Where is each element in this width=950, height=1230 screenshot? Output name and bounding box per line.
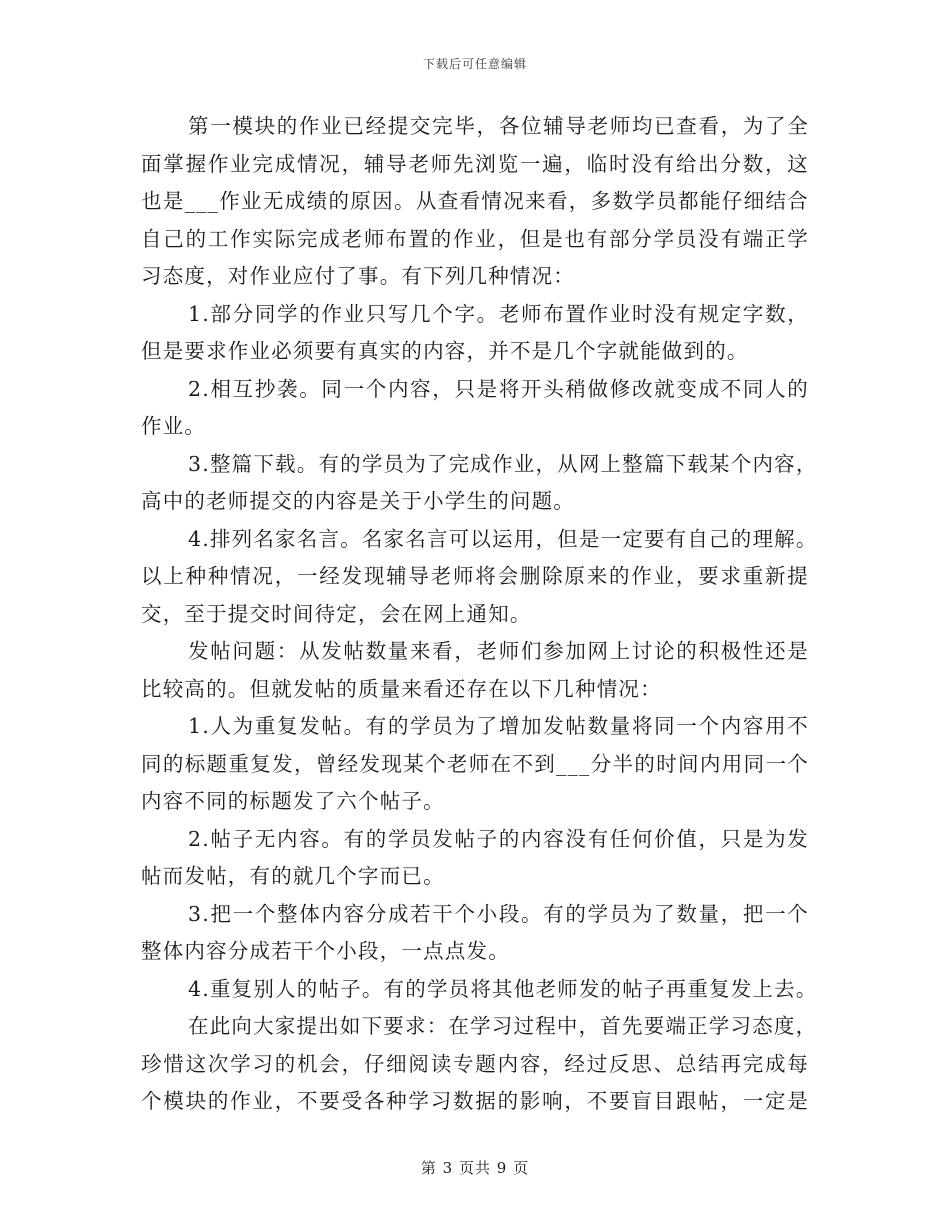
text-line: 3.把一个整体内容分成若干个小段。有的学员为了数量，把一个 [188,901,809,926]
text-line: 作业。 [141,414,207,438]
document-body [141,108,818,1121]
page-footer: 第 3 页共 9 页 [420,1159,530,1177]
text-line: 同的标题重复发，曾经发现某个老师在不到___分半的时间内用同一个 [141,751,809,776]
text-line: 高中的老师提交的内容是关于小学生的问题。 [141,489,575,513]
text-line: 也是___作业无成绩的原因。从查看情况来看，多数学员都能仔细结合 [141,189,809,213]
text-line: 珍惜这次学习的机会，仔细阅读专题内容，经过反思、总结再完成每 [141,1051,809,1076]
text-line: 交，至于提交时间待定，会在网上通知。 [141,601,532,626]
text-line: 第一模块的作业已经提交完毕，各位辅导老师均已查看，为了全 [188,114,809,138]
text-line: 4.排列名家名言。名家名言可以运用，但是一定要有自己的理解。 [188,526,818,551]
text-line: 2.帖子无内容。有的学员发帖子的内容没有任何价值，只是为发 [188,826,809,851]
text-line: 比较高的。但就发帖的质量来看还存在以下几种情况： [141,676,662,701]
text-line: 3.整篇下载。有的学员为了完成作业，从网上整篇下载某个内容， [188,451,818,476]
text-line: 内容不同的标题发了六个帖子。 [141,789,445,813]
text-line: 以上种种情况，一经发现辅导老师将会删除原来的作业，要求重新提 [141,564,809,588]
text-line: 发帖问题：从发帖数量来看，老师们参加网上讨论的积极性还是 [188,639,809,663]
page-header: 下载后可任意编辑 [422,57,527,71]
text-line: 面掌握作业完成情况，辅导老师先浏览一遍，临时没有给出分数，这 [141,151,809,176]
text-line: 4.重复别人的帖子。有的学员将其他老师发的帖子再重复发上去。 [188,976,818,1001]
text-line: 在此向大家提出如下要求：在学习过程中，首先要端正学习态度， [188,1014,818,1038]
text-line: 整体内容分成若干个小段，一点点发。 [141,939,510,963]
text-line: 2.相互抄袭。同一个内容，只是将开头稍做修改就变成不同人的 [188,376,809,401]
text-line: 个模块的作业，不要受各种学习数据的影响，不要盲目跟帖，一定是 [141,1089,809,1113]
text-line: 1.部分同学的作业只写几个字。老师布置作业时没有规定字数， [188,301,809,326]
text-line: 但是要求作业必须要有真实的内容，并不是几个字就能做到的。 [141,339,749,363]
text-line: 1.人为重复发帖。有的学员为了增加发帖数量将同一个内容用不 [188,714,809,738]
text-line: 自己的工作实际完成老师布置的作业，但是也有部分学员没有端正学 [141,226,809,251]
text-line: 帖而发帖，有的就几个字而已。 [141,864,445,888]
text-line: 习态度，对作业应付了事。有下列几种情况： [141,264,575,288]
